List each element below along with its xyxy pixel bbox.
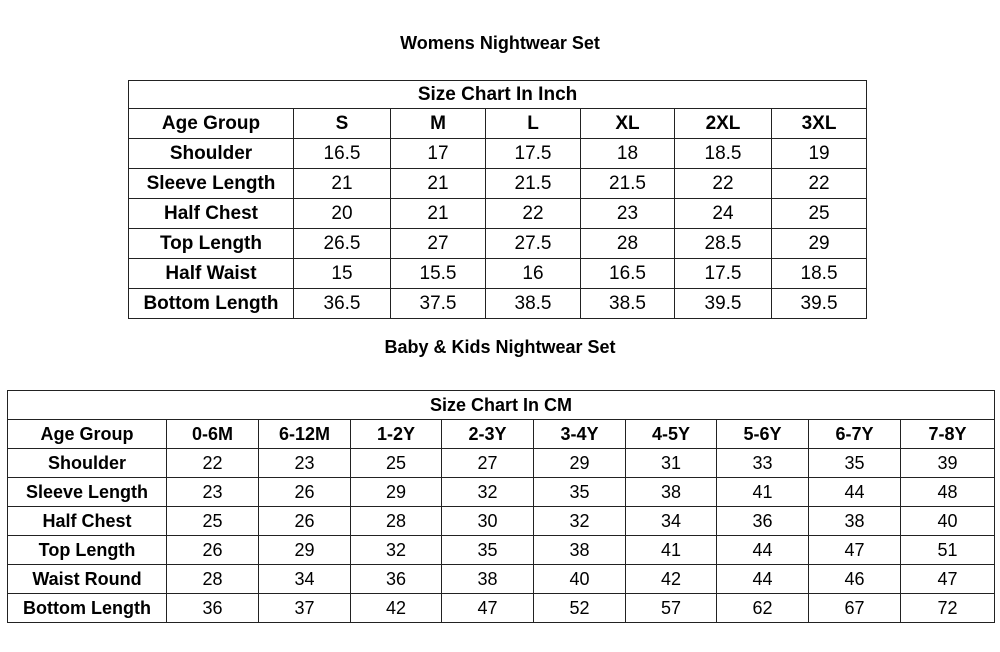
measurement-cell: 36.5 — [294, 289, 391, 319]
measurement-cell: 44 — [809, 478, 901, 507]
measurement-cell: 35 — [534, 478, 626, 507]
measurement-cell: 38.5 — [581, 289, 675, 319]
header-size: M — [391, 109, 486, 139]
measurement-cell: 17 — [391, 139, 486, 169]
measurement-cell: 27.5 — [486, 229, 581, 259]
row-label: Half Chest — [8, 507, 167, 536]
measurement-cell: 23 — [167, 478, 259, 507]
measurement-cell: 21.5 — [581, 169, 675, 199]
measurement-cell: 18.5 — [675, 139, 772, 169]
table-row — [129, 259, 867, 289]
measurement-cell: 51 — [901, 536, 995, 565]
row-label: Half Waist — [129, 259, 294, 289]
measurement-cell: 39.5 — [772, 289, 867, 319]
caption-row — [8, 391, 995, 420]
measurement-cell: 32 — [351, 536, 442, 565]
measurement-cell: 21.5 — [486, 169, 581, 199]
measurement-cell: 37.5 — [391, 289, 486, 319]
table-row — [8, 536, 995, 565]
measurement-cell: 15 — [294, 259, 391, 289]
measurement-cell: 47 — [901, 565, 995, 594]
measurement-cell: 34 — [626, 507, 717, 536]
measurement-cell: 30 — [442, 507, 534, 536]
row-label: Top Length — [129, 229, 294, 259]
header-size: 2-3Y — [442, 420, 534, 449]
measurement-cell: 27 — [391, 229, 486, 259]
table-caption: Size Chart In Inch — [129, 81, 867, 109]
caption-row — [129, 81, 867, 109]
row-label: Bottom Length — [129, 289, 294, 319]
measurement-cell: 26 — [259, 478, 351, 507]
measurement-cell: 27 — [442, 449, 534, 478]
measurement-cell: 38 — [626, 478, 717, 507]
measurement-cell: 22 — [772, 169, 867, 199]
measurement-cell: 18.5 — [772, 259, 867, 289]
measurement-cell: 29 — [772, 229, 867, 259]
measurement-cell: 18 — [581, 139, 675, 169]
measurement-cell: 25 — [351, 449, 442, 478]
row-label: Bottom Length — [8, 594, 167, 623]
measurement-cell: 21 — [294, 169, 391, 199]
measurement-cell: 35 — [809, 449, 901, 478]
table-row — [8, 507, 995, 536]
measurement-cell: 26.5 — [294, 229, 391, 259]
measurement-cell: 38.5 — [486, 289, 581, 319]
measurement-cell: 72 — [901, 594, 995, 623]
measurement-cell: 19 — [772, 139, 867, 169]
measurement-cell: 16 — [486, 259, 581, 289]
header-size: 7-8Y — [901, 420, 995, 449]
table-caption: Size Chart In CM — [8, 391, 995, 420]
measurement-cell: 47 — [809, 536, 901, 565]
measurement-cell: 32 — [442, 478, 534, 507]
measurement-cell: 40 — [901, 507, 995, 536]
measurement-cell: 34 — [259, 565, 351, 594]
measurement-cell: 37 — [259, 594, 351, 623]
table-row — [8, 565, 995, 594]
header-size: 3-4Y — [534, 420, 626, 449]
measurement-cell: 47 — [442, 594, 534, 623]
row-label: Sleeve Length — [129, 169, 294, 199]
womens-size-chart-table — [128, 80, 867, 319]
header-size: 6-12M — [259, 420, 351, 449]
measurement-cell: 26 — [167, 536, 259, 565]
measurement-cell: 42 — [351, 594, 442, 623]
header-size: 2XL — [675, 109, 772, 139]
measurement-cell: 21 — [391, 169, 486, 199]
header-row — [129, 109, 867, 139]
table-row — [8, 594, 995, 623]
header-age-group: Age Group — [129, 109, 294, 139]
measurement-cell: 36 — [351, 565, 442, 594]
measurement-cell: 16.5 — [581, 259, 675, 289]
header-age-group: Age Group — [8, 420, 167, 449]
header-size: XL — [581, 109, 675, 139]
measurement-cell: 39.5 — [675, 289, 772, 319]
header-size: 3XL — [772, 109, 867, 139]
measurement-cell: 20 — [294, 199, 391, 229]
measurement-cell: 28 — [167, 565, 259, 594]
measurement-cell: 23 — [581, 199, 675, 229]
measurement-cell: 33 — [717, 449, 809, 478]
table-row — [129, 229, 867, 259]
measurement-cell: 24 — [675, 199, 772, 229]
measurement-cell: 38 — [442, 565, 534, 594]
kids-table-title: Baby & Kids Nightwear Set — [384, 337, 616, 357]
measurement-cell: 35 — [442, 536, 534, 565]
row-label: Shoulder — [8, 449, 167, 478]
measurement-cell: 41 — [717, 478, 809, 507]
measurement-cell: 17.5 — [486, 139, 581, 169]
row-label: Sleeve Length — [8, 478, 167, 507]
header-size: 0-6M — [167, 420, 259, 449]
row-label: Shoulder — [129, 139, 294, 169]
measurement-cell: 48 — [901, 478, 995, 507]
measurement-cell: 42 — [626, 565, 717, 594]
row-label: Waist Round — [8, 565, 167, 594]
measurement-cell: 52 — [534, 594, 626, 623]
table-row — [129, 169, 867, 199]
measurement-cell: 15.5 — [391, 259, 486, 289]
measurement-cell: 28 — [351, 507, 442, 536]
row-label: Half Chest — [129, 199, 294, 229]
header-size: 4-5Y — [626, 420, 717, 449]
measurement-cell: 29 — [351, 478, 442, 507]
header-size: L — [486, 109, 581, 139]
header-size: S — [294, 109, 391, 139]
measurement-cell: 28 — [581, 229, 675, 259]
measurement-cell: 23 — [259, 449, 351, 478]
measurement-cell: 29 — [259, 536, 351, 565]
measurement-cell: 46 — [809, 565, 901, 594]
measurement-cell: 22 — [675, 169, 772, 199]
measurement-cell: 25 — [772, 199, 867, 229]
measurement-cell: 21 — [391, 199, 486, 229]
measurement-cell: 44 — [717, 565, 809, 594]
measurement-cell: 62 — [717, 594, 809, 623]
table-row — [129, 199, 867, 229]
table-row — [129, 139, 867, 169]
measurement-cell: 16.5 — [294, 139, 391, 169]
measurement-cell: 28.5 — [675, 229, 772, 259]
measurement-cell: 26 — [259, 507, 351, 536]
measurement-cell: 32 — [534, 507, 626, 536]
measurement-cell: 67 — [809, 594, 901, 623]
header-row — [8, 420, 995, 449]
measurement-cell: 17.5 — [675, 259, 772, 289]
measurement-cell: 57 — [626, 594, 717, 623]
measurement-cell: 31 — [626, 449, 717, 478]
table-row — [129, 289, 867, 319]
kids-size-chart-table — [7, 390, 995, 623]
measurement-cell: 25 — [167, 507, 259, 536]
row-label: Top Length — [8, 536, 167, 565]
measurement-cell: 29 — [534, 449, 626, 478]
table-row — [8, 449, 995, 478]
header-size: 5-6Y — [717, 420, 809, 449]
measurement-cell: 38 — [534, 536, 626, 565]
measurement-cell: 44 — [717, 536, 809, 565]
header-size: 1-2Y — [351, 420, 442, 449]
womens-table-title: Womens Nightwear Set — [400, 33, 600, 53]
measurement-cell: 36 — [167, 594, 259, 623]
table-row — [8, 478, 995, 507]
measurement-cell: 41 — [626, 536, 717, 565]
measurement-cell: 39 — [901, 449, 995, 478]
measurement-cell: 36 — [717, 507, 809, 536]
measurement-cell: 38 — [809, 507, 901, 536]
measurement-cell: 22 — [486, 199, 581, 229]
header-size: 6-7Y — [809, 420, 901, 449]
measurement-cell: 22 — [167, 449, 259, 478]
measurement-cell: 40 — [534, 565, 626, 594]
